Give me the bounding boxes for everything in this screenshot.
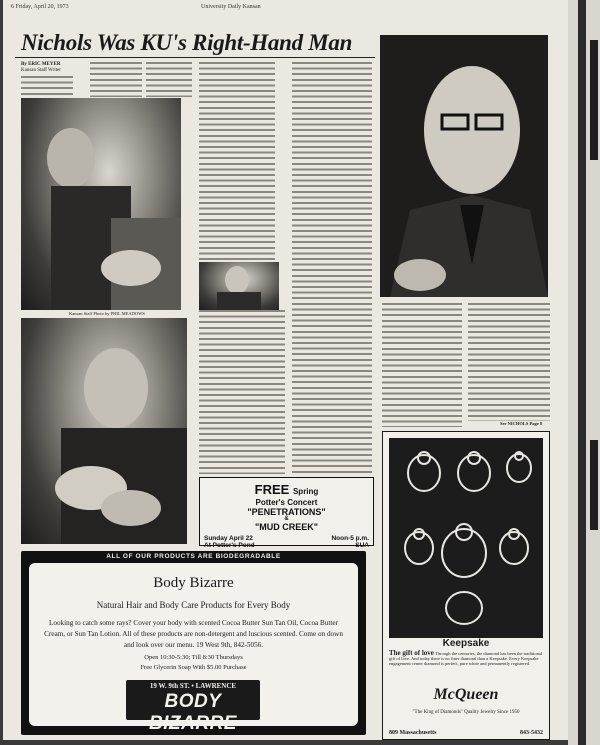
continued-note: See NICHOLS Page 8	[500, 421, 543, 426]
concert-place: At Potter's Pond	[204, 542, 255, 549]
photo-nichols-desk	[21, 98, 181, 310]
ad-offer: Free Glycerin Soap With $5.00 Purchase	[140, 664, 247, 671]
ad-logo: BODY BIZARRE	[149, 691, 237, 734]
ad-subtitle: Natural Hair and Body Care Products for Every Body	[96, 600, 291, 610]
byline-title: Kansan Staff Writer	[21, 68, 61, 73]
concert-time: Noon-5 p.m.	[331, 535, 369, 542]
gift-title: The gift of love	[389, 649, 434, 657]
ad-hours: Open 10:30-5:30; Till 8:30 Thursdays	[144, 654, 243, 661]
article-headline: Nichols Was KU's Right-Hand Man	[21, 30, 353, 55]
article-column-6	[199, 310, 285, 474]
store-address: 809 Massachusetts	[389, 730, 437, 736]
article-column-2	[90, 62, 142, 97]
photo-nichols-portrait-left	[21, 318, 187, 544]
photo-nichols-portrait-right	[380, 35, 548, 297]
article-column-4	[199, 62, 275, 262]
concert-ampersand: &	[284, 516, 289, 522]
mcqueen-logo: McQueen	[433, 686, 499, 703]
article-column-5	[292, 62, 372, 474]
concert-band-1: "PENETRATIONS"	[247, 507, 326, 517]
keepsake-brand: Keepsake	[442, 638, 490, 649]
keepsake-jewelry-ad	[382, 431, 550, 740]
photo-credit: Kansan Staff Photo by PHIL MEADOWS	[69, 311, 145, 316]
rings-panel	[389, 438, 543, 638]
concert-free: FREE	[254, 482, 290, 497]
store-slogan: "The King of Diamonds" Quality Jewelry Since 1950	[412, 710, 520, 715]
photo-nichols-small	[199, 262, 279, 310]
newspaper-name: University Daily Kansan	[201, 4, 261, 10]
concert-headline	[200, 482, 373, 497]
article-column-3	[146, 62, 192, 97]
headline-rule	[15, 57, 375, 58]
article-column-7	[382, 303, 462, 427]
gift-of-love-text	[389, 651, 543, 666]
ad-brand: Body Bizarre	[153, 575, 234, 591]
ad-address: 19 W. 9th ST. • LAWRENCE	[149, 682, 237, 690]
ring-illustrations	[389, 438, 543, 638]
concert-date: Sunday April 22	[204, 535, 253, 542]
byline-name: By ERIC MEYER	[21, 62, 61, 67]
article-column-8	[468, 303, 550, 421]
page-gutter	[578, 0, 586, 745]
page-header	[11, 4, 559, 14]
store-phone: 843-5432	[520, 730, 543, 736]
concert-band-2: "MUD CREEK"	[254, 522, 319, 532]
concert-title: Potter's Concert	[255, 498, 318, 507]
gift-body: Through the centuries, the diamond has been the traditional gift of love. And today there is no finer diamond than a Keepsake. Every Keepsake engagement center diamond is perfect, pure white and permanently registered.	[389, 651, 543, 666]
ad-logo-plate	[126, 680, 260, 734]
concert-spring: Spring	[292, 487, 319, 496]
ad-body: Looking to catch some rays? Cover your body with scented Cocoa Butter Sun Tan Oil, Cocoa Butter Cream, or Sun Tan Lotion. All of these products are non-detergent and luscious scented. Come on down and look over our menu. 19 West 9th, 842-5056.	[44, 619, 343, 649]
adjacent-page-edge	[568, 0, 600, 745]
ad-panel	[29, 563, 358, 734]
ad-banner: ALL OF OUR PRODUCTS ARE BIODEGRADABLE	[106, 553, 281, 560]
concert-sponsor: SUA	[355, 542, 369, 549]
adjacent-page-block	[590, 440, 598, 530]
newspaper-page	[3, 0, 568, 740]
page-folio: 6 Friday, April 20, 1973	[11, 4, 69, 10]
potters-concert-ad	[199, 477, 374, 549]
body-bizarre-ad	[21, 551, 366, 735]
byline	[21, 62, 61, 74]
adjacent-page-block	[590, 40, 598, 160]
